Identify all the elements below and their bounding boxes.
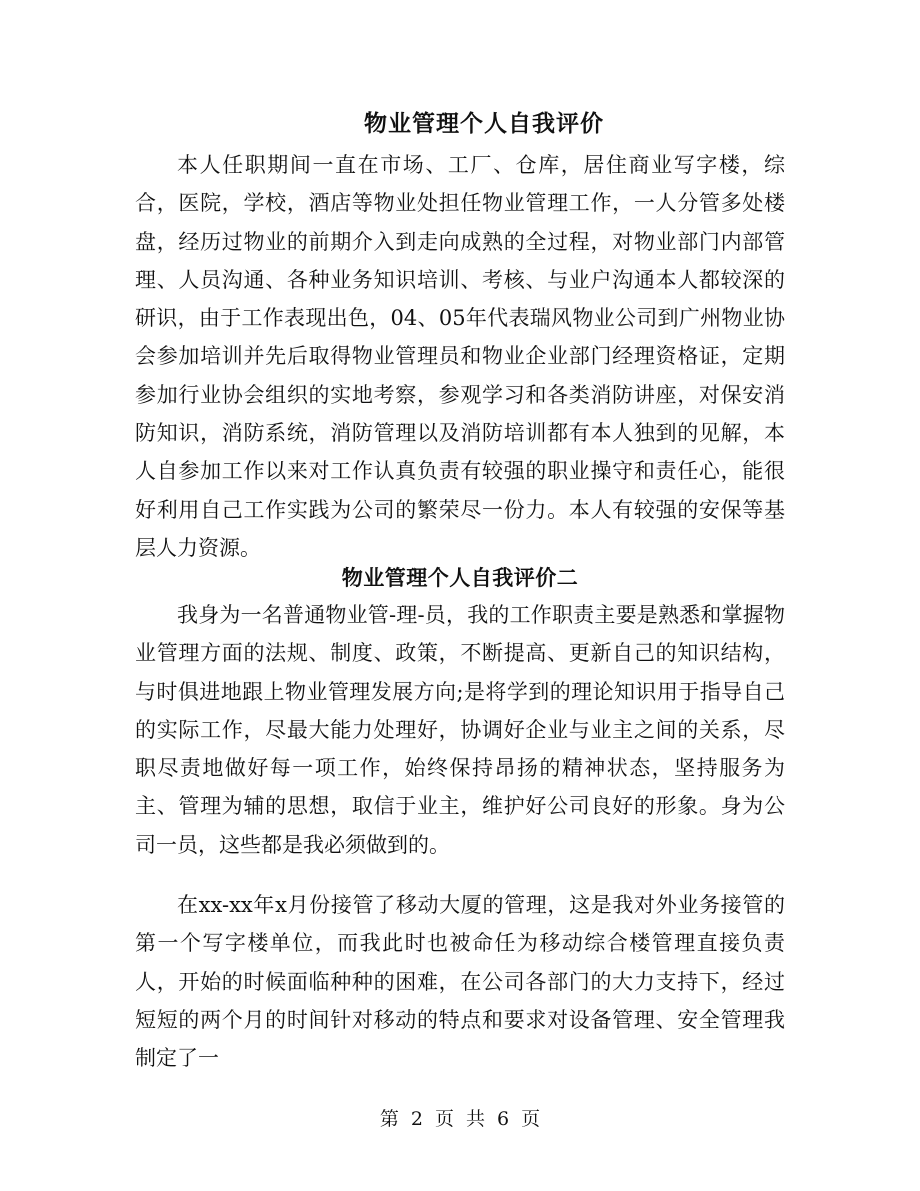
section1-paragraph: 本人任职期间一直在市场、工厂、仓库，居住商业写字楼，综合，医院，学校，酒店等物业处担任物业管理工作，一人分管多处楼盘，经历过物业的前期介入到走向成熟的全过程，对物业部门内部管理、人员沟通、各种业务知识培训、考核、与业户沟通本人都较深的研识，由于工作表现出色，04、05年代表瑞风物业公司到广州物业协会参加培训并先后取得物业管理员和物业企业部门经理资格证，定期参加行业协会组织的实地考察，参观学习和各类消防讲座，对保安消防知识，消防系统，消防管理以及消防培训都有本人独到的见解，本人自参加工作以来对工作认真负责有较强的职业操守和责任心，能很好利用自己工作实践为公司的繁荣尽一份力。本人有较强的安保等基层人力资源。 <box>135 153 785 560</box>
section2-paragraph-1: 我身为一名普通物业管-理-员，我的工作职责主要是熟悉和掌握物业管理方面的法规、制度、政策，不断提高、更新自己的知识结构，与时俱进地跟上物业管理发展方向;是将学到的理论知识用于指导自己的实际工作，尽最大能力处理好，协调好企业与业主之间的关系，尽职尽责地做好每一项工作，始终保持昂扬的精神状态，坚持服务为主、管理为辅的思想，取信于业主，维护好公司良好的形象。身为公司一员，这些都是我必须做到的。 <box>135 603 785 857</box>
section2-paragraph-2: 在xx-xx年x月份接管了移动大厦的管理，这是我对外业务接管的第一个写字楼单位，而我此时也被命任为移动综合楼管理直接负责人，开始的时候面临种种的困难，在公司各部门的大力支持下，经过短短的两个月的时间针对移动的特点和要求对设备管理、安全管理我制定了一 <box>135 893 785 1071</box>
section2-title: 物业管理个人自我评价二 <box>341 565 579 590</box>
page-number-footer: 第 2 页 共 6 页 <box>379 1108 541 1130</box>
document-title: 物业管理个人自我评价 <box>364 110 604 137</box>
